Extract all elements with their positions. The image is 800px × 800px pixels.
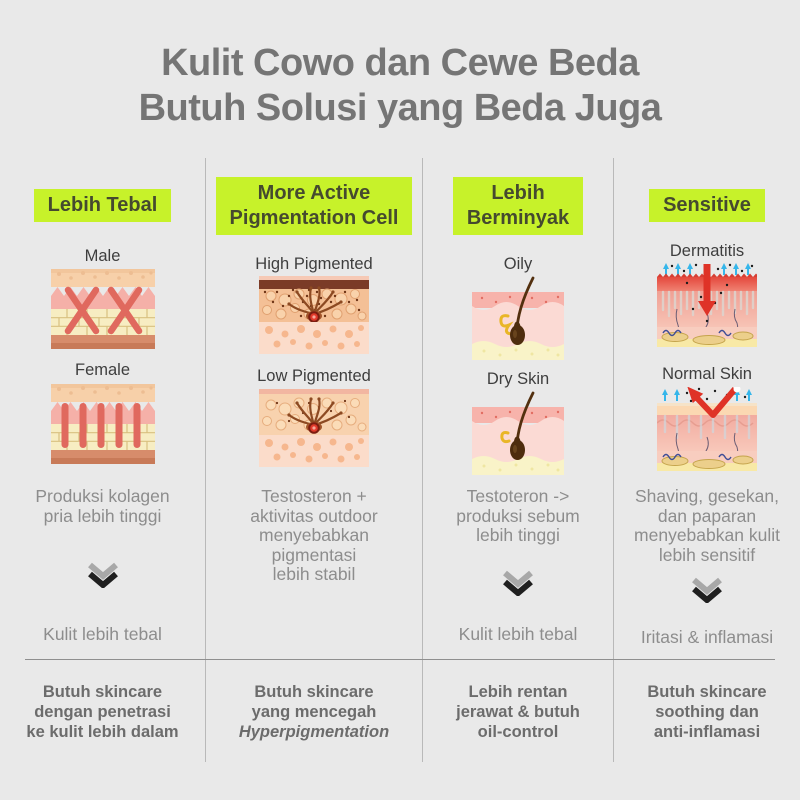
column-berminyak <box>423 158 613 475</box>
chevron-down-icon <box>689 577 725 603</box>
solution-text: Butuh skincare dengan penetrasi ke kulit lebih dalam <box>26 683 179 741</box>
horizontal-divider <box>25 659 775 660</box>
column-sensitive <box>614 158 800 479</box>
normal-skin-illustration <box>657 387 757 479</box>
column-lebih-tebal-text <box>0 487 205 645</box>
figure-label: Male <box>84 247 121 265</box>
solution-text: Butuh skincare yang mencegah Hyperpigmentation <box>238 683 390 741</box>
oily-skin-illustration <box>472 276 564 360</box>
page-title-line1: Kulit Cowo dan Cewe Beda <box>161 42 639 84</box>
column-pigmentation-text <box>206 487 422 585</box>
header-line: Lebih <box>491 182 545 204</box>
header-line: Berminyak <box>466 207 570 229</box>
solution-text: Butuh skincare soothing dan anti-inflamasi <box>647 683 767 741</box>
figure-label: Dermatitis <box>669 242 745 260</box>
cause-text: Testoteron -> produksi sebum lebih tinggi <box>456 486 580 545</box>
column-berminyak-text <box>423 487 613 645</box>
column-header <box>34 189 172 222</box>
page-title-line2: Butuh Solusi yang Beda Juga <box>138 87 662 129</box>
male-skin-illustration <box>51 269 155 349</box>
figure-label: High Pigmented <box>255 255 373 273</box>
column-pigmentation <box>206 158 422 467</box>
effect-text: Iritasi & inflamasi <box>640 627 774 647</box>
column-sensitive-text <box>614 487 800 648</box>
cause-text: Produksi kolagen pria lebih tinggi <box>35 486 170 526</box>
header-line: Pigmentation Cell <box>229 207 399 229</box>
cause-text: Testosteron + aktivitas outdoor menyebabkan pigmentasi lebih stabil <box>250 486 378 584</box>
dermatitis-skin-illustration <box>657 263 757 355</box>
header-line: Sensitive <box>663 194 751 216</box>
effect-text: Kulit lebih tebal <box>43 624 162 644</box>
page-title <box>0 41 800 131</box>
figure-label: Oily <box>503 255 533 273</box>
figure-label: Low Pigmented <box>257 367 371 385</box>
dry-skin-illustration <box>472 391 564 475</box>
effect-text: Kulit lebih tebal <box>458 623 578 644</box>
high-pigmented-skin-illustration <box>259 276 369 354</box>
column-lebih-tebal <box>0 158 205 464</box>
header-line: More Active <box>257 182 371 204</box>
chevron-down-icon <box>85 562 121 588</box>
female-skin-illustration <box>51 384 155 464</box>
figure-label: Female <box>74 361 131 379</box>
figure-label: Normal Skin <box>662 365 752 383</box>
chevron-down-icon <box>500 570 536 596</box>
column-header <box>453 177 583 235</box>
low-pigmented-skin-illustration <box>259 389 369 467</box>
cause-text: Shaving, gesekan, dan paparan menyebabkan kulit lebih sensitif <box>634 486 780 565</box>
column-header <box>216 177 413 235</box>
header-line: Lebih Tebal <box>47 194 158 216</box>
solution-text: Lebih rentan jerawat & butuh oil-control <box>456 683 580 741</box>
column-header <box>649 189 765 222</box>
figure-label: Dry Skin <box>486 370 550 388</box>
